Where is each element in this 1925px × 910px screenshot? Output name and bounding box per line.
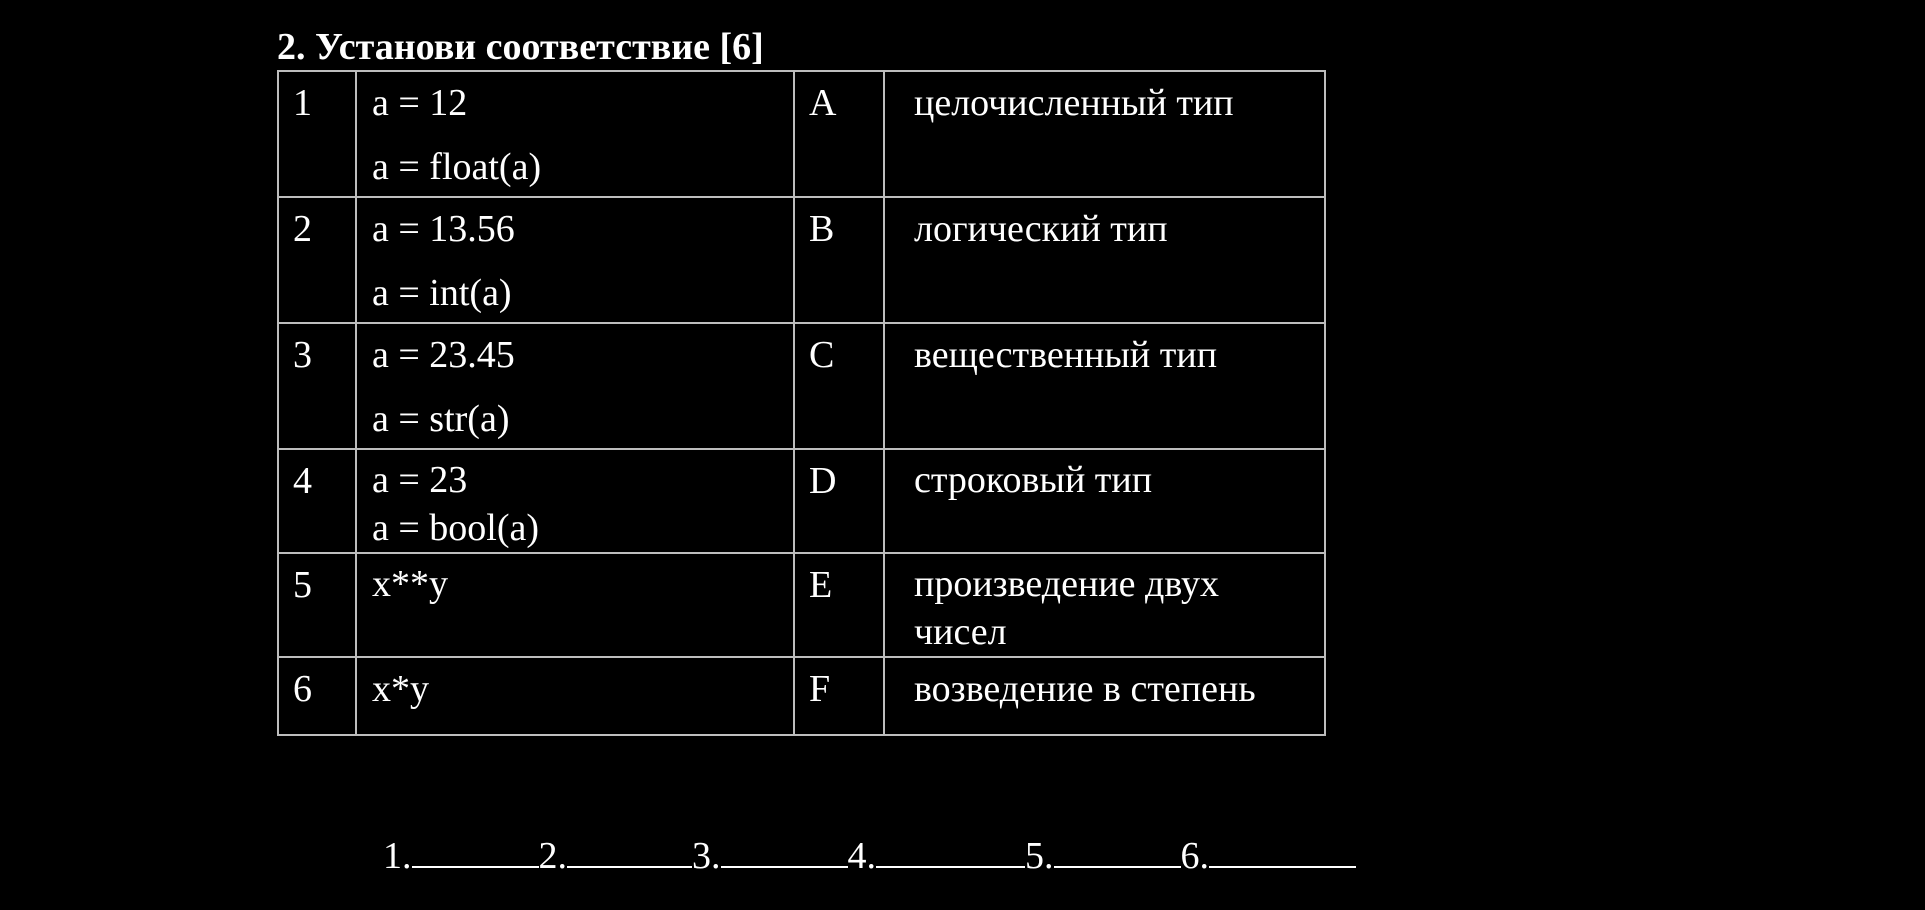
letter-cell	[794, 323, 884, 449]
answer-label: 6.	[1180, 835, 1209, 877]
answer-item	[539, 828, 693, 881]
table-row	[278, 449, 1325, 553]
letter-cell	[794, 553, 884, 657]
option-letter: D	[809, 460, 837, 502]
letter-cell	[794, 197, 884, 323]
code-line: x*y	[372, 668, 429, 710]
answer-label: 1.	[383, 835, 412, 877]
table-row	[278, 71, 1325, 197]
answer-label: 2.	[538, 835, 567, 877]
option-description: целочисленный тип	[914, 82, 1234, 124]
code-line: a = 23.45	[372, 334, 515, 376]
description-cell	[884, 197, 1325, 323]
answer-item	[383, 828, 539, 881]
row-number-cell	[278, 657, 356, 735]
description-cell	[884, 449, 1325, 553]
option-description: возведение в степень	[914, 668, 1256, 710]
answer-item	[1025, 828, 1181, 881]
code-line: a = 12	[372, 82, 468, 124]
description-cell	[884, 323, 1325, 449]
row-number-cell	[278, 71, 356, 197]
table-row	[278, 197, 1325, 323]
code-line: a = 23	[372, 459, 468, 501]
code-cell	[356, 657, 794, 735]
option-letter: E	[809, 564, 833, 606]
answer-label: 5.	[1025, 835, 1054, 877]
table-row	[278, 657, 1325, 735]
letter-cell	[794, 449, 884, 553]
option-description: логический тип	[914, 208, 1168, 250]
answer-blank[interactable]	[721, 828, 848, 868]
row-number: 2	[293, 208, 312, 250]
row-number: 6	[293, 668, 312, 710]
code-line: a = int(a)	[372, 272, 512, 314]
answer-label: 4.	[847, 835, 876, 877]
row-number-cell	[278, 323, 356, 449]
option-letter: B	[809, 208, 835, 250]
matching-table	[277, 70, 1326, 736]
answer-item	[1181, 828, 1357, 881]
table-row	[278, 553, 1325, 657]
code-cell	[356, 71, 794, 197]
code-line: a = 13.56	[372, 208, 515, 250]
answer-blank[interactable]	[876, 828, 1025, 868]
description-cell	[884, 71, 1325, 197]
answer-item	[692, 828, 848, 881]
code-cell	[356, 449, 794, 553]
row-number-cell	[278, 449, 356, 553]
option-description: произведение двух чисел	[914, 563, 1219, 653]
row-number: 3	[293, 334, 312, 376]
row-number-cell	[278, 553, 356, 657]
answer-blank[interactable]	[412, 828, 539, 868]
description-cell	[884, 657, 1325, 735]
table-row	[278, 323, 1325, 449]
answer-item	[848, 828, 1026, 881]
code-line: a = str(a)	[372, 398, 510, 440]
answer-label: 3.	[692, 835, 721, 877]
option-letter: F	[809, 668, 831, 710]
answer-line	[383, 828, 1356, 881]
answer-blank[interactable]	[1209, 828, 1356, 868]
option-description: строковый тип	[914, 459, 1153, 501]
option-letter: A	[809, 82, 837, 124]
answer-blank[interactable]	[567, 828, 692, 868]
code-line: a = bool(a)	[372, 507, 540, 549]
row-number-cell	[278, 197, 356, 323]
task-title: 2. Установи соответствие [6]	[277, 26, 764, 68]
description-cell	[884, 553, 1325, 657]
option-description: вещественный тип	[914, 334, 1218, 376]
code-cell	[356, 197, 794, 323]
code-line: x**y	[372, 563, 448, 605]
code-line: a = float(a)	[372, 146, 542, 188]
code-cell	[356, 323, 794, 449]
code-cell	[356, 553, 794, 657]
letter-cell	[794, 71, 884, 197]
row-number: 5	[293, 564, 312, 606]
answer-blank[interactable]	[1054, 828, 1181, 868]
row-number: 4	[293, 460, 312, 502]
row-number: 1	[293, 82, 312, 124]
letter-cell	[794, 657, 884, 735]
option-letter: C	[809, 334, 835, 376]
